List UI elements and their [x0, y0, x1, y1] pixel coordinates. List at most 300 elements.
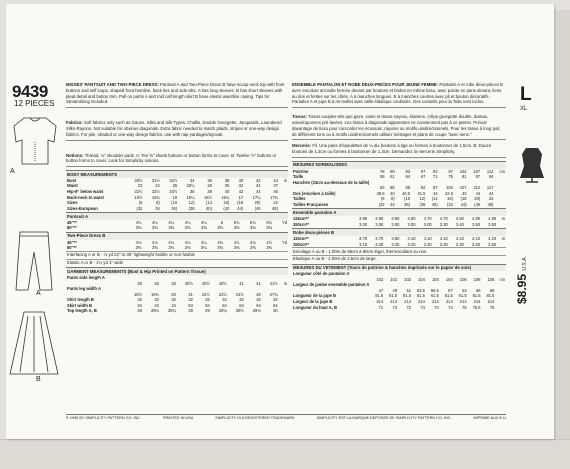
pieces-count: 12 PIECES [14, 99, 55, 108]
title-en: MISSES' PANTSUIT AND TWO-PIECE DRESS: [66, 82, 159, 87]
table-cell: 24½ [235, 291, 244, 297]
fabrics-text-en: Soft fabrics only such as Gauze, Silks and Silk Types, Challis, Double Georgette, Jacquards, Laundered Silks-Rayons. Not suitable for obvious diagonals. Extra fabric needed to match plaids, stripes or one-way design fabrics. For pile, shaded or one-way design fabrics, use with nap yardages/layouts. [66, 120, 282, 137]
table-cell: 3.40 [455, 221, 464, 227]
table-cell: 4.10 [407, 236, 416, 241]
table-cell: (32 [378, 201, 385, 207]
table-cell: 31½ [151, 177, 160, 183]
notions-text-fr: Fil. Une paire d'épaulettes de ¼ dix boutons à tige ou formes à boutonner de 1.5cm. B: Douze boutons de 1.3cm ou formes à boutonner de 1.3cm. Demandez la mercerie Simplicity. [292, 143, 492, 155]
dress-form-icon [512, 144, 552, 184]
table-cell: cm [499, 168, 505, 174]
table-cell: 5¾ [266, 219, 273, 225]
garment-heading-en: GARMENT MEASUREMENTS (Bust & Hip Printed on Pattern Tissue) [66, 267, 288, 275]
table-cell: 3⅜ [266, 245, 273, 251]
table-cell: 75 [462, 304, 467, 310]
table-cell: 214 [376, 299, 384, 304]
row-label: Waist [67, 183, 78, 189]
table-cell: 29½ [235, 308, 244, 314]
table-cell: 40) [206, 205, 212, 211]
table-cell: 4.80 [455, 216, 464, 222]
table-cell: 81.5 [389, 293, 398, 299]
table-cell [494, 202, 506, 208]
table-cell: 40 [224, 189, 230, 194]
table-cell: 4¼ [168, 219, 175, 225]
table-cell: 34 [155, 205, 160, 211]
table-cell: 80 [390, 168, 395, 174]
table-cell: 32 [273, 297, 278, 303]
table-cell: 76 [448, 174, 453, 180]
table-cell: 41½ [269, 280, 278, 286]
row-label: Hip-9" below waist [67, 189, 104, 194]
table-row [66, 308, 288, 314]
table-cell: 44) [237, 205, 244, 211]
size-range-box [520, 82, 550, 112]
table-cell: 12) [419, 196, 426, 202]
body-measurements-heading-fr: MESURES NORMALISEES [292, 161, 506, 169]
row-label: Dos (encolure à taille) [293, 190, 336, 196]
table-cell: 40 [390, 190, 395, 196]
table-cell: 40) [431, 201, 438, 207]
table-cell: 56.5 [430, 287, 439, 293]
table-cell: 58 [380, 174, 385, 180]
table-cell: 3.00 [423, 221, 432, 227]
table-cell: 92 [433, 168, 438, 174]
table-cell: 3⅜ [201, 225, 207, 231]
table-cell: 74 [420, 304, 425, 310]
table-cell: (14 [206, 200, 212, 206]
skirt-icon [10, 312, 58, 374]
table-cell: 81.5 [416, 293, 425, 299]
table-cell: 4¼ [184, 219, 191, 225]
table-cell: 3.90 [359, 216, 368, 222]
notions-en [66, 153, 288, 168]
body-measurements-table-en [66, 178, 288, 211]
row-label: Sizes [67, 200, 78, 206]
table-cell: 38 [207, 189, 212, 194]
table-cell: 23½ [218, 291, 227, 297]
table-row [66, 225, 288, 231]
table-cell: 40 [137, 280, 142, 286]
row-label: Bust [67, 177, 77, 183]
table-cell: 3.30 [439, 241, 448, 247]
footer-trademark: SIMPLICITY IS A REGISTERED TRADEMARK [215, 416, 295, 420]
table-cell: 29¼ [218, 308, 227, 314]
table-cell: 32 [239, 297, 244, 303]
table-cell: 63 [462, 287, 467, 293]
table-cell: 66 [475, 287, 481, 293]
fabrics-label-en: Fabrics: [66, 120, 83, 126]
pattern-number: 9439 [12, 82, 48, 101]
table-cell: 214 [459, 299, 467, 304]
table-cell: 3.50 [472, 221, 480, 227]
interfacing-fr: Entoilage A ou B - 1.00m de 55cm à 90cm léger, thermocollant ou non. [292, 247, 506, 255]
table-cell: 32½ [134, 189, 143, 194]
garment-sketches [8, 112, 62, 412]
body-measurements-table-fr [292, 169, 506, 208]
table-cell: 8) [391, 196, 395, 202]
table-cell: 3.20 [407, 241, 416, 247]
table-cell: 29 [188, 308, 193, 314]
row-label: Longueur du haut A, B [293, 304, 337, 310]
table-cell: 19¾ [150, 291, 159, 297]
dress-yardage-table-fr [292, 236, 506, 247]
table-cell: 16 [172, 194, 178, 200]
table-cell: 42 [255, 177, 261, 183]
table-cell: 4¼ [135, 219, 142, 225]
table-cell: 4¼ [201, 219, 207, 225]
table-cell: 67 [420, 174, 426, 180]
table-cell: 3⅜ [266, 225, 273, 231]
table-cell: 4.20 [488, 236, 497, 241]
table-cell: 16¼ [186, 194, 195, 200]
table-cell: 214 [487, 299, 495, 304]
table-cell: 40 [154, 280, 159, 286]
figure-label-b: B [36, 376, 41, 383]
table-cell: 16½ [203, 194, 212, 200]
table-cell: 4⅛ [168, 239, 175, 245]
table-cell: 28¾ [167, 308, 176, 314]
table-cell: (10 [404, 196, 411, 202]
row-label: Largeur de jambe ensemble pantalon A [293, 282, 370, 288]
table-cell: 97 [433, 185, 438, 191]
table-cell: 47 [378, 287, 384, 293]
table-cell: 4½ [233, 239, 240, 245]
table-cell: 81.5 [403, 293, 412, 299]
price-tag [515, 256, 529, 304]
table-cell: Yd [281, 219, 287, 225]
description-fr-text: Pantalon A et robe deux-pièces B avec encolure arrondie fermée devant par boutons et brides en même tissu, avec pointe en pans devant, liens au dos et fentes sur les côtés. A à manches longues. B à manches courtes avec pli et bouton décoratifs. Pantalon A et jupe B à mi-mollet avec taille élastique coulissée. Des conseils pour la Toile sont inclus. [292, 82, 503, 105]
table-cell: 43 [462, 190, 467, 196]
table-cell: 44) [460, 201, 467, 207]
fabrics-label-fr: Tissus: [292, 114, 307, 120]
table-cell: 44 [475, 190, 481, 196]
table-cell: 4.10 [472, 236, 480, 241]
table-cell: 3.00 [359, 221, 368, 227]
blouse-back-icon [14, 118, 56, 164]
garment-measurements-table-en [66, 275, 288, 314]
table-cell [495, 305, 506, 311]
table-cell: 3⅜ [184, 245, 191, 251]
fabrics-text-fr: Tissus souples tels que gaze, soies et tissus soyeux, étamine, crêpe georgette double, damas, soies/rayonnes pré-lavées. Les tissus à diagonale apparentes ne conviennent pas à ce patron. Prévoir davantage de tissu pour raccorder les écossais, rayures ou motifs unidirectionnels. Pour les tissus à long poil, de différents tons ou à motifs unidirectionnels utilisez métrages et plans de coupe "avec sens." [292, 114, 501, 137]
table-cell: 44 [488, 190, 494, 196]
title-fr: ENSEMBLE PANTALON ET ROBE DEUX-PIECES POUR JEUNE FEMME: [292, 82, 439, 87]
footer-line [66, 414, 506, 420]
table-cell: 102 [376, 276, 384, 282]
row-label: Top length A, B [67, 308, 97, 314]
table-cell: 214 [431, 299, 439, 304]
table-cell: 84 [205, 302, 210, 308]
table-cell: 26½ [186, 183, 195, 189]
table-cell: 4⅛ [135, 239, 142, 245]
price-value: $8.95 [515, 273, 529, 304]
table-cell: (14 [431, 196, 438, 202]
table-cell: 36 [207, 177, 212, 183]
table-cell: 15½ [134, 194, 143, 200]
garment-measurements-table-fr [292, 271, 506, 310]
table-cell: 48) [487, 201, 494, 207]
table-cell: 3.30 [455, 241, 464, 247]
pantsuit-yardage-table-fr [292, 216, 506, 227]
figure-label-a-pants: A [36, 290, 41, 297]
table-cell: 3.70 [375, 236, 384, 241]
table-cell: 3.90 [391, 216, 400, 222]
table-cell: 71 [433, 174, 438, 180]
table-cell: 36) [404, 201, 411, 207]
table-cell: 106 [459, 276, 467, 282]
table-cell: 87 [475, 174, 481, 180]
table-cell: 53.5 [416, 287, 425, 293]
table-cell: m [501, 216, 505, 222]
table-cell: 17 [238, 194, 244, 200]
description-en-text: Pantsuit A and Two-Piece Dress B have scoop neck top with front buttons and self loops, shaped front hemline, back ties and side slits. A has long sleeves. B has short sleeves with pleat detail and button trim. Pull on pants A and mid calf length skirt B have elastic waistline casing. Tips for Streamlining included. [66, 82, 285, 105]
size-sub: XL [520, 106, 528, 112]
table-cell: 4.80 [472, 216, 480, 222]
table-cell: 3⅜ [168, 225, 175, 231]
table-cell: 18½ [134, 291, 142, 297]
size-letter: L [520, 84, 532, 105]
english-column [66, 82, 288, 314]
table-cell: 40½ [184, 280, 193, 286]
table-cell: 34 [171, 302, 176, 308]
table-cell: 49 [392, 287, 398, 293]
table-cell: 83 [405, 168, 411, 174]
table-cell: 102 [446, 185, 453, 191]
table-cell: 92 [420, 185, 426, 191]
table-cell [279, 308, 288, 314]
footer-copyright: © 1995 BY SIMPLICITY PATTERN CO. INC. [66, 416, 142, 420]
table-cell: 20) [254, 200, 261, 206]
row-label: Skirt width B [67, 302, 93, 308]
table-cell: 20) [474, 196, 481, 202]
table-cell: 8) [156, 200, 160, 206]
table-cell: 20 [171, 291, 176, 297]
table-cell: 84 [239, 302, 244, 308]
row-label: Poitrine [293, 168, 309, 174]
table-cell: 3⅜ [250, 225, 256, 231]
row-label: 115cm** [293, 236, 309, 241]
table-cell: 3.50 [488, 221, 497, 227]
table-cell: 81.5 [472, 293, 481, 299]
table-cell: 32 [222, 297, 227, 303]
table-cell: 81.5 [375, 293, 384, 299]
row-label: 60"** [67, 225, 77, 231]
table-cell: 3.00 [391, 221, 400, 227]
table-cell: 3.00 [407, 221, 416, 227]
table-cell: 23 [137, 183, 143, 189]
french-column [292, 82, 506, 310]
table-cell: 27¾ [269, 291, 278, 297]
table-cell: 107 [459, 185, 467, 191]
table-cell [273, 225, 288, 231]
table-cell: 106 [473, 276, 481, 282]
table-cell: 4¾ [250, 239, 256, 245]
elastic-fr: Elastique A ou B - 1.00m de 2.5cm de large. [292, 255, 506, 263]
table-cell: 32 [137, 297, 142, 303]
table-cell: 3.30 [439, 221, 448, 227]
table-cell: 75.5 [472, 304, 481, 310]
table-cell: 104 [445, 276, 453, 282]
table-cell: 3⅜ [233, 225, 240, 231]
table-cell: 16¾ [221, 194, 230, 200]
table-cell: 4¼ [201, 239, 207, 245]
table-cell: 4½ [266, 239, 273, 245]
table-cell: 4.70 [439, 216, 448, 222]
table-cell: 48) [272, 205, 278, 211]
table-cell: 28¼ [150, 308, 159, 314]
pantsuit-heading-en: Pantsuit A [66, 212, 288, 220]
table-cell: 29¾ [252, 308, 261, 314]
table-cell: 117 [486, 185, 494, 191]
table-cell: 36) [171, 205, 178, 211]
table-cell: 32 [171, 297, 176, 303]
table-cell: 4.60 [407, 216, 416, 222]
table-cell: 32 [188, 297, 193, 303]
table-cell: 214 [473, 299, 481, 304]
table-cell: 22 [488, 196, 494, 202]
table-cell: 214 [445, 299, 453, 304]
table-cell: (42 [447, 201, 453, 207]
table-cell: 33½ [151, 189, 160, 194]
table-cell: 30 [224, 183, 230, 189]
table-cell: 3⅜ [250, 245, 256, 251]
footer-printed-fr: IMPRIME AUX E-U [473, 416, 506, 420]
table-cell: 69 [489, 287, 495, 293]
table-cell: 84 [188, 302, 193, 308]
table-cell: 83 [380, 185, 385, 191]
table-cell: 78 [380, 168, 385, 174]
table-cell: 40½ [218, 280, 227, 286]
table-cell: 5¾ [250, 219, 256, 225]
table-cell: 32 [154, 297, 159, 303]
table-cell: 102 [404, 276, 412, 282]
table-cell: 3⅜ [151, 225, 158, 231]
table-cell: 30½ [134, 177, 143, 183]
dress-heading-en: Two-Piece Dress B [66, 232, 288, 240]
table-row [292, 202, 506, 208]
table-cell: 57 [448, 287, 453, 293]
table-cell: 4⅛ [151, 239, 158, 245]
table-cell: 97 [448, 168, 453, 174]
table-cell: 42 [433, 190, 438, 196]
envelope-flap-edge [554, 10, 570, 440]
figure-label-a: A [10, 168, 15, 175]
table-cell: 4.80 [488, 216, 497, 222]
table-cell: 28 [137, 308, 142, 314]
table-cell: (32 [136, 205, 143, 211]
table-cell: 4.70 [423, 216, 432, 222]
table-cell: (46 [254, 205, 261, 211]
description-en [66, 82, 288, 108]
table-cell: 34 [390, 201, 395, 207]
table-cell: Yd [281, 239, 287, 245]
table-cell: 3¼ [201, 245, 207, 251]
table-cell: 81.5 [430, 293, 439, 299]
table-cell: 4.10 [455, 236, 464, 241]
table-cell: 16) [223, 200, 230, 206]
table-cell: 4.10 [423, 236, 432, 241]
table-cell: 81.5 [486, 293, 495, 299]
table-cell: 3.30 [423, 241, 432, 247]
dress-heading-fr: Robe deux-pièces B [292, 228, 506, 236]
table-cell: 17¼ [252, 194, 261, 200]
table-cell: 72 [392, 304, 398, 310]
table-cell: 3⅜ [135, 245, 142, 251]
row-label: 150cm** [293, 221, 309, 227]
row-label: Longueur de la jupe B [293, 293, 336, 299]
row-label: Tailles [293, 196, 306, 202]
table-cell: 102 [390, 276, 398, 282]
footer-printed: PRINTED IN USA [162, 416, 194, 420]
fabrics-en [66, 120, 288, 140]
table-cell: 16) [447, 196, 453, 202]
table-cell: 64 [405, 174, 411, 180]
table-cell: 4⅛ [184, 239, 191, 245]
table-cell: 4⅜ [217, 239, 224, 245]
row-label: Tailles-Françaises [293, 201, 329, 207]
table-cell: 61 [390, 174, 395, 180]
garment-heading-fr: MESURES DU VETEMENT (Tours de poitrine & hanches imprimés sur le papier de soie) [292, 264, 506, 272]
table-cell: 21 [188, 291, 193, 297]
table-cell: 26 [256, 291, 261, 297]
table-cell: (18 [460, 196, 467, 202]
table-cell: 22 [273, 200, 278, 206]
table-cell: 3.00 [375, 221, 384, 227]
table-cell: 3.50 [488, 241, 497, 247]
notions-fr [292, 143, 506, 158]
fabrics-fr [292, 114, 506, 140]
table-cell: 5¾ [233, 219, 240, 225]
table-cell: 4¼ [151, 219, 158, 225]
table-cell: 3⅜ [233, 245, 240, 251]
table-cell: 94 [488, 174, 494, 180]
table-cell: 3⅜ [151, 245, 158, 251]
table-cell: 3⅜ [217, 245, 224, 251]
table-cell: 74 [448, 304, 453, 310]
table-cell: In [283, 280, 287, 286]
table-cell: 37 [273, 183, 278, 189]
footer-trademark-fr: SIMPLICITY EST LA MARQUE DEPOSEE DE SIMPLICITY PATTERN CO. INC. [316, 416, 452, 420]
table-cell [497, 222, 506, 228]
table-cell: 34 [137, 302, 142, 308]
table-cell: 32 [238, 183, 244, 189]
table-cell: 81.5 [444, 293, 453, 299]
table-cell: 32 [256, 297, 261, 303]
table-cell: 84 [273, 302, 278, 308]
row-label: Taille [293, 174, 304, 180]
table-cell: 3.20 [391, 241, 400, 247]
row-label: Pants side length A [67, 275, 105, 281]
table-cell: 104 [431, 276, 439, 282]
table-cell: 3⅜ [135, 225, 142, 231]
table-cell: 40 [171, 280, 176, 286]
row-label: Sizes-European [67, 205, 98, 211]
pattern-envelope-back [6, 4, 554, 439]
table-cell: 24 [155, 183, 160, 189]
table-cell: 46 [273, 189, 278, 194]
table-cell: 40 [238, 177, 244, 183]
table-cell [279, 206, 288, 212]
table-cell: cm [499, 276, 505, 282]
table-cell: 42 [238, 189, 244, 194]
table-row [66, 206, 288, 212]
table-cell: 81 [462, 174, 467, 180]
table-cell: 106 [487, 276, 495, 282]
table-cell: 29 [205, 308, 210, 314]
table-cell: 34½ [169, 189, 178, 194]
table-cell: 104 [418, 276, 425, 282]
table-cell: 15¾ [151, 194, 160, 200]
table-cell: 30 [273, 308, 278, 314]
table-cell: (42 [223, 205, 230, 211]
